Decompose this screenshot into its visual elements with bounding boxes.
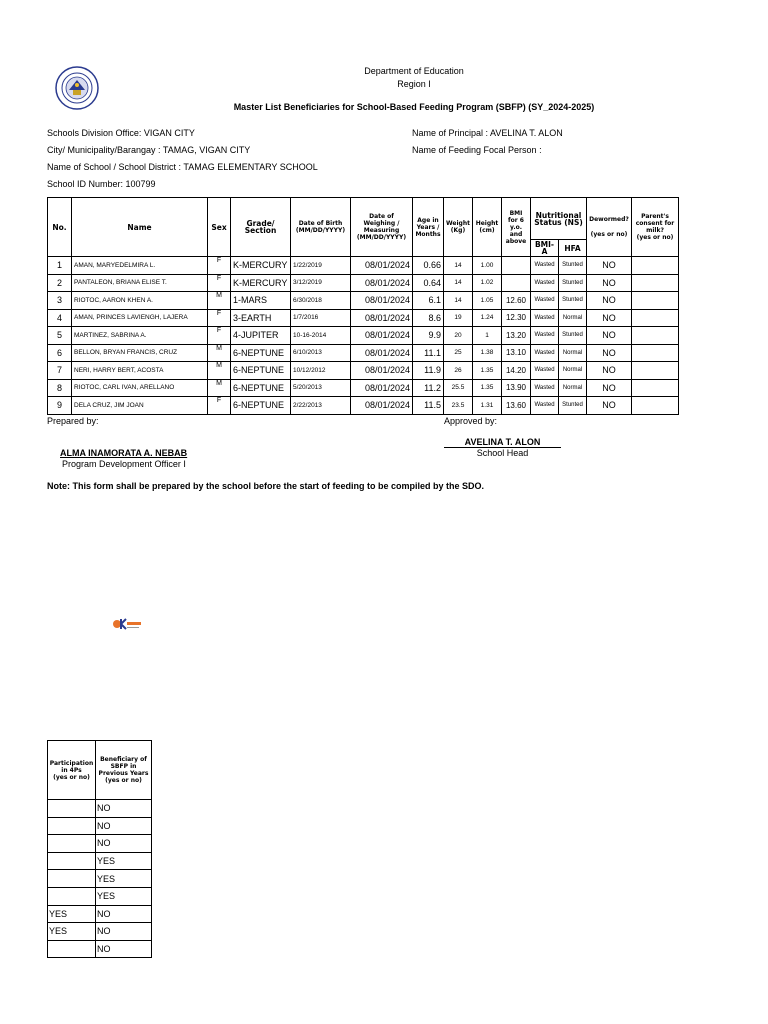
cell-height: 1.00	[473, 257, 502, 275]
cell-grade: 6-NEPTUNE	[231, 397, 291, 415]
table-row	[48, 835, 152, 853]
beneficiaries-table	[47, 197, 679, 415]
cell-dewormed: NO	[587, 292, 632, 310]
cell-bmi: 13.60	[502, 397, 531, 415]
cell-dob: 6/30/2018	[291, 292, 351, 310]
table-row	[48, 257, 679, 275]
cell-dom: 08/01/2024	[351, 327, 413, 345]
col-dob: Date of Birth (MM/DD/YYYY)	[291, 198, 351, 257]
cell-age: 6.1	[413, 292, 444, 310]
cell-bmi: 13.10	[502, 344, 531, 362]
cell-sex: M	[208, 362, 231, 380]
table-row	[48, 292, 679, 310]
cell-hfa: Stunted	[559, 274, 587, 292]
cell-name: BELLON, BRYAN FRANCIS, CRUZ	[72, 344, 208, 362]
cell-height: 1.05	[473, 292, 502, 310]
cell-bmi: 12.30	[502, 309, 531, 327]
cell-no: 7	[48, 362, 72, 380]
cell-sex: M	[208, 344, 231, 362]
col-bmi6: BMI for 6 y.o. and above	[502, 198, 531, 257]
cell-weight: 14	[444, 292, 473, 310]
cell-dewormed: NO	[587, 397, 632, 415]
col-previous-beneficiary: Beneficiary of SBFP in Previous Years (yes or no)	[96, 741, 152, 800]
cell-dob: 1/22/2019	[291, 257, 351, 275]
cell-dob: 1/7/2016	[291, 309, 351, 327]
cell-weight: 25.5	[444, 379, 473, 397]
cell-consent	[632, 327, 679, 345]
cell-p4	[48, 800, 96, 818]
cell-consent	[632, 257, 679, 275]
cell-p4	[48, 817, 96, 835]
cell-sex: M	[208, 292, 231, 310]
cell-bmia: Wasted	[531, 379, 559, 397]
cell-dom: 08/01/2024	[351, 292, 413, 310]
cell-consent	[632, 292, 679, 310]
cell-prev: NO	[96, 800, 152, 818]
approver-title: School Head	[476, 448, 529, 458]
cell-bmia: Wasted	[531, 292, 559, 310]
cell-grade: 6-NEPTUNE	[231, 362, 291, 380]
table-row	[48, 852, 152, 870]
cell-bmia: Wasted	[531, 397, 559, 415]
partner-logo-icon	[112, 616, 144, 632]
table-row	[48, 309, 679, 327]
col-hfa: HFA	[559, 240, 587, 257]
cell-p4: YES	[48, 905, 96, 923]
cell-height: 1.02	[473, 274, 502, 292]
cell-sex: F	[208, 327, 231, 345]
cell-grade: 3-EARTH	[231, 309, 291, 327]
cell-prev: NO	[96, 905, 152, 923]
col-name: Name	[72, 198, 208, 257]
approver-name: AVELINA T. ALON	[444, 437, 561, 448]
preparer-title: Program Development Officer I	[62, 459, 186, 469]
table-row	[48, 940, 152, 958]
page-title: Master List Beneficiaries for School-Based Feeding Program (SBFP) (SY_2024-2025)	[233, 102, 595, 112]
cell-p4	[48, 887, 96, 905]
cell-age: 11.2	[413, 379, 444, 397]
cell-hfa: Normal	[559, 362, 587, 380]
cell-bmi: 13.90	[502, 379, 531, 397]
table-row	[48, 923, 152, 941]
cell-dewormed: NO	[587, 327, 632, 345]
col-ns: Nutritional Status (NS)	[531, 198, 587, 240]
cell-weight: 20	[444, 327, 473, 345]
cell-age: 0.66	[413, 257, 444, 275]
col-bmia: BMI-A	[531, 240, 559, 257]
school-info: Name of School / School District : TAMAG ELEMENTARY SCHOOL	[47, 162, 318, 172]
col-grade: Grade/ Section	[231, 198, 291, 257]
cell-name: DELA CRUZ, JIM JOAN	[72, 397, 208, 415]
cell-consent	[632, 362, 679, 380]
cell-bmi	[502, 257, 531, 275]
cell-name: AMAN, MARYEDELMIRA L.	[72, 257, 208, 275]
table-row	[48, 887, 152, 905]
cell-age: 11.5	[413, 397, 444, 415]
cell-age: 9.9	[413, 327, 444, 345]
cell-dob: 2/22/2013	[291, 397, 351, 415]
cell-hfa: Stunted	[559, 397, 587, 415]
cell-weight: 19	[444, 309, 473, 327]
cell-dob: 10/12/2012	[291, 362, 351, 380]
table-row	[48, 800, 152, 818]
col-dom: Date of Weighing / Measuring (MM/DD/YYYY)	[351, 198, 413, 257]
cell-sex: M	[208, 379, 231, 397]
cell-hfa: Stunted	[559, 257, 587, 275]
school-id-info: School ID Number: 100799	[47, 179, 156, 189]
cell-bmia: Wasted	[531, 309, 559, 327]
cell-no: 1	[48, 257, 72, 275]
cell-hfa: Normal	[559, 344, 587, 362]
prepared-by-label: Prepared by:	[47, 416, 99, 426]
cell-hfa: Normal	[559, 379, 587, 397]
cell-hfa: Normal	[559, 309, 587, 327]
cell-dob: 6/10/2013	[291, 344, 351, 362]
table-row	[48, 905, 152, 923]
cell-bmia: Wasted	[531, 344, 559, 362]
cell-dom: 08/01/2024	[351, 257, 413, 275]
division-info: Schools Division Office: VIGAN CITY	[47, 128, 195, 138]
consent-sub: (yes or no)	[636, 234, 674, 241]
cell-p4	[48, 940, 96, 958]
table-row	[48, 397, 679, 415]
note-text: Note: This form shall be prepared by the school before the start of feeding to be compiled by the SDO.	[47, 481, 485, 491]
cell-dewormed: NO	[587, 274, 632, 292]
cell-weight: 25	[444, 344, 473, 362]
cell-dewormed: NO	[587, 379, 632, 397]
cell-sex: F	[208, 274, 231, 292]
cell-consent	[632, 274, 679, 292]
table-row	[48, 274, 679, 292]
cell-grade: 1-MARS	[231, 292, 291, 310]
cell-hfa: Stunted	[559, 292, 587, 310]
cell-height: 1.35	[473, 379, 502, 397]
cell-dom: 08/01/2024	[351, 344, 413, 362]
cell-age: 11.1	[413, 344, 444, 362]
cell-hfa: Stunted	[559, 327, 587, 345]
cell-consent	[632, 344, 679, 362]
dewormed-sub: (yes or no)	[590, 231, 628, 238]
cell-dom: 08/01/2024	[351, 362, 413, 380]
cell-grade: 4-JUPITER	[231, 327, 291, 345]
cell-bmia: Wasted	[531, 257, 559, 275]
cell-no: 8	[48, 379, 72, 397]
col-no: No.	[48, 198, 72, 257]
cell-bmia: Wasted	[531, 362, 559, 380]
cell-age: 11.9	[413, 362, 444, 380]
col-weight: Weight (Kg)	[444, 198, 473, 257]
cell-bmi	[502, 274, 531, 292]
table-row	[48, 327, 679, 345]
cell-p4	[48, 852, 96, 870]
cell-height: 1.35	[473, 362, 502, 380]
cell-p4: YES	[48, 923, 96, 941]
cell-prev: NO	[96, 835, 152, 853]
cell-prev: YES	[96, 852, 152, 870]
region-label: Region I	[397, 79, 431, 89]
focal-person-info: Name of Feeding Focal Person :	[412, 145, 542, 155]
consent-label: Parent's consent for milk?	[635, 213, 675, 234]
cell-bmi: 12.60	[502, 292, 531, 310]
preparer-name: ALMA INAMORATA A. NEBAB	[60, 448, 188, 458]
city-info: City/ Municipality/Barangay : TAMAG, VIGAN CITY	[47, 145, 251, 155]
cell-dom: 08/01/2024	[351, 397, 413, 415]
cell-name: PANTALEON, BRIANA ELISE T.	[72, 274, 208, 292]
cell-age: 8.6	[413, 309, 444, 327]
cell-bmi: 13.20	[502, 327, 531, 345]
col-consent	[632, 198, 679, 257]
cell-dob: 5/20/2013	[291, 379, 351, 397]
cell-height: 1.31	[473, 397, 502, 415]
col-dewormed	[587, 198, 632, 257]
cell-dom: 08/01/2024	[351, 379, 413, 397]
cell-weight: 14	[444, 257, 473, 275]
cell-grade: 6-NEPTUNE	[231, 379, 291, 397]
cell-no: 2	[48, 274, 72, 292]
cell-no: 5	[48, 327, 72, 345]
cell-dewormed: NO	[587, 344, 632, 362]
cell-age: 0.64	[413, 274, 444, 292]
cell-name: NERI, HARRY BERT, ACOSTA	[72, 362, 208, 380]
cell-prev: NO	[96, 923, 152, 941]
cell-name: RIOTOC, CARL IVAN, ARELLANO	[72, 379, 208, 397]
cell-dewormed: NO	[587, 309, 632, 327]
cell-grade: K-MERCURY	[231, 257, 291, 275]
col-sex: Sex	[208, 198, 231, 257]
cell-sex: F	[208, 257, 231, 275]
cell-no: 3	[48, 292, 72, 310]
cell-height: 1.24	[473, 309, 502, 327]
cell-dewormed: NO	[587, 257, 632, 275]
table-row	[48, 817, 152, 835]
approved-by-label: Approved by:	[444, 416, 498, 426]
cell-dom: 08/01/2024	[351, 274, 413, 292]
cell-prev: NO	[96, 940, 152, 958]
cell-name: AMAN, PRINCES LAVIENGH, LAJERA	[72, 309, 208, 327]
cell-consent	[632, 309, 679, 327]
participation-table	[47, 740, 152, 958]
col-height: Height (cm)	[473, 198, 502, 257]
cell-grade: 6-NEPTUNE	[231, 344, 291, 362]
cell-p4	[48, 835, 96, 853]
table-row	[48, 362, 679, 380]
cell-prev: NO	[96, 817, 152, 835]
cell-height: 1.38	[473, 344, 502, 362]
table-row	[48, 344, 679, 362]
cell-no: 6	[48, 344, 72, 362]
cell-no: 4	[48, 309, 72, 327]
cell-no: 9	[48, 397, 72, 415]
principal-info: Name of Principal : AVELINA T. ALON	[412, 128, 563, 138]
cell-bmia: Wasted	[531, 327, 559, 345]
cell-consent	[632, 397, 679, 415]
cell-consent	[632, 379, 679, 397]
cell-bmi: 14.20	[502, 362, 531, 380]
cell-weight: 14	[444, 274, 473, 292]
cell-prev: YES	[96, 870, 152, 888]
dewormed-label: Dewormed?	[589, 216, 629, 223]
department-label: Department of Education	[364, 66, 464, 76]
cell-height: 1	[473, 327, 502, 345]
cell-name: MARTINEZ, SABRINA A.	[72, 327, 208, 345]
cell-dob: 10-16-2014	[291, 327, 351, 345]
cell-p4	[48, 870, 96, 888]
cell-weight: 23.5	[444, 397, 473, 415]
cell-dewormed: NO	[587, 362, 632, 380]
col-4ps: Participation in 4Ps (yes or no)	[48, 741, 96, 800]
table-row	[48, 870, 152, 888]
cell-grade: K-MERCURY	[231, 274, 291, 292]
cell-sex: F	[208, 397, 231, 415]
cell-name: RIOTOC, AARON KHEN A.	[72, 292, 208, 310]
cell-sex: F	[208, 309, 231, 327]
cell-dom: 08/01/2024	[351, 309, 413, 327]
table-row	[48, 379, 679, 397]
cell-weight: 26	[444, 362, 473, 380]
cell-bmia: Wasted	[531, 274, 559, 292]
cell-dob: 3/12/2019	[291, 274, 351, 292]
col-age: Age in Years / Months	[413, 198, 444, 257]
cell-prev: YES	[96, 887, 152, 905]
